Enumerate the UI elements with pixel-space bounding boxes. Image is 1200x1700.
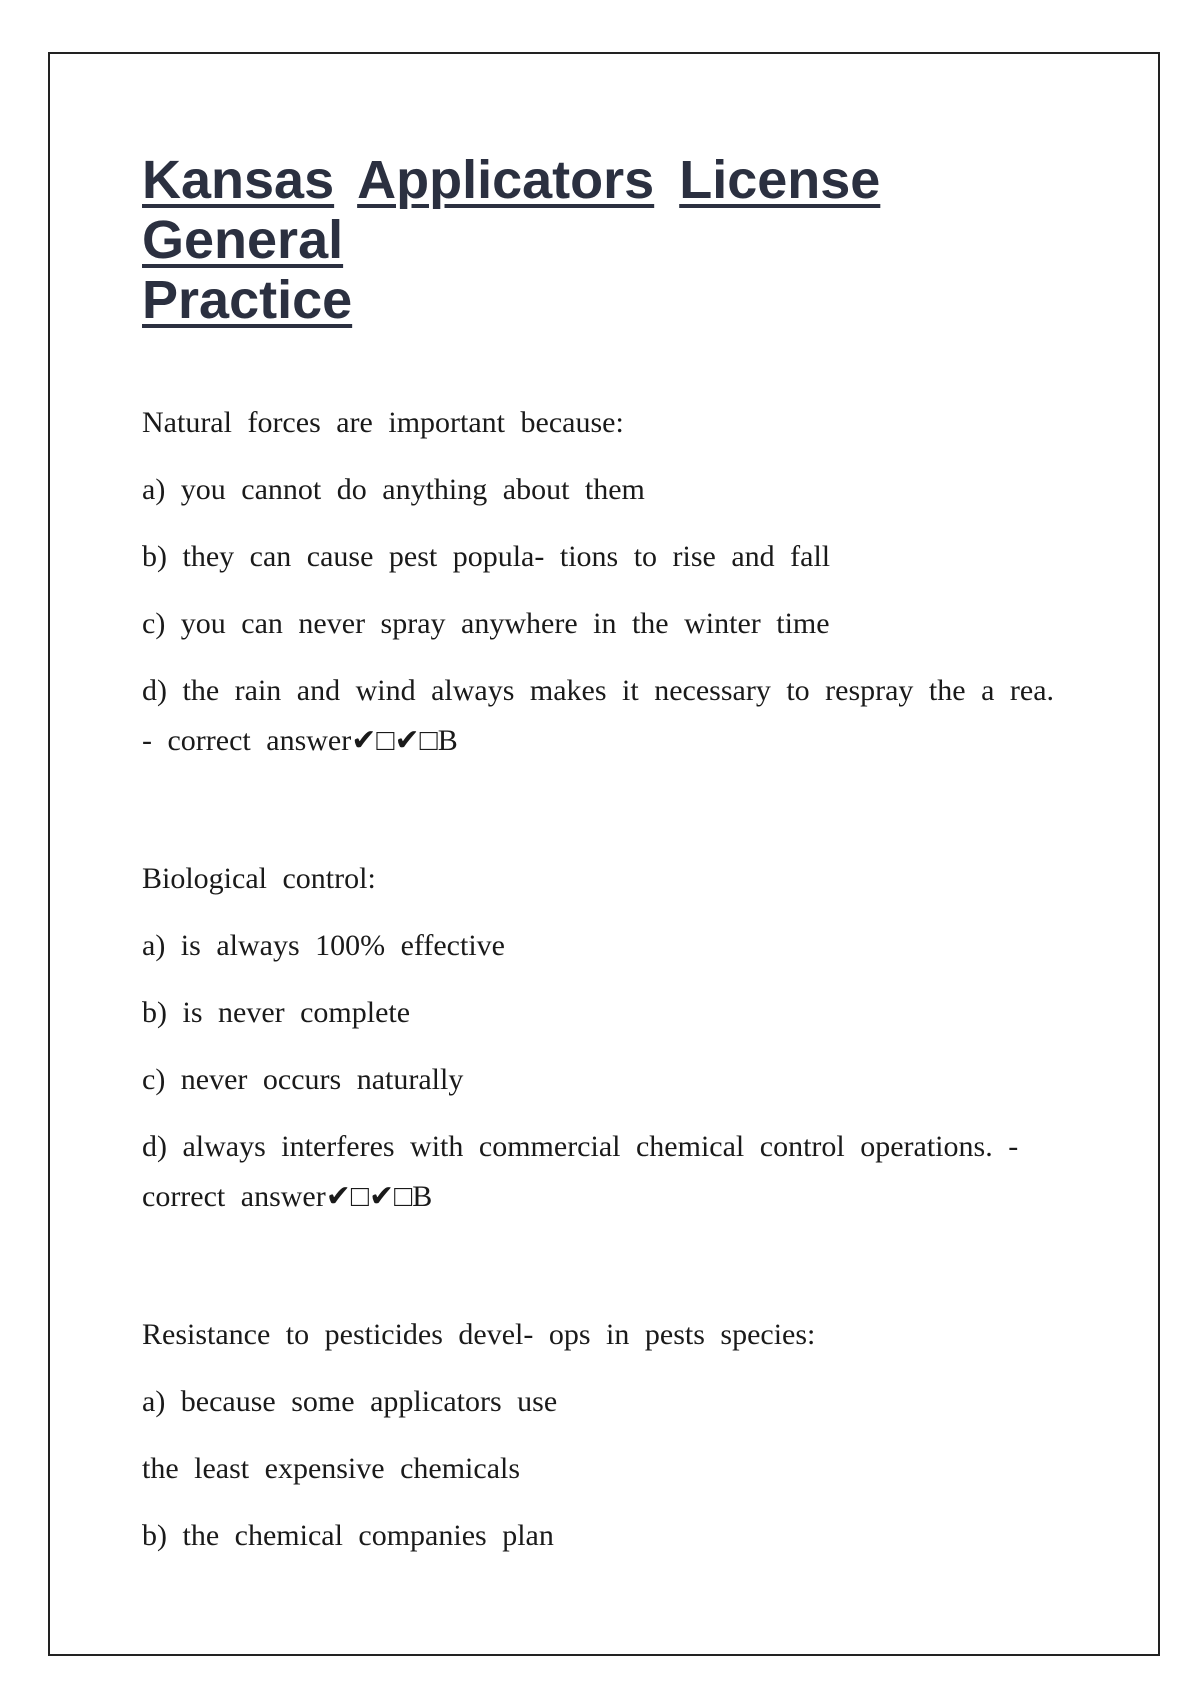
title-word: Applicators: [357, 150, 655, 210]
option-b: b) they can cause pest popula- tions to rise and fall: [142, 540, 831, 573]
question-2: [142, 854, 1062, 1222]
option-c: c) never occurs naturally: [142, 1063, 464, 1096]
option-b: b) the chemical companies plan: [142, 1519, 554, 1552]
option-a: a) you cannot do anything about them: [142, 473, 645, 506]
question-list: [142, 398, 1062, 1561]
document-content: [142, 150, 1062, 1649]
question-stem: Biological control:: [142, 862, 376, 895]
option-d-with-answer: d) the rain and wind always makes it necessary to respray the a rea. - correct answer✔□✔□B: [142, 674, 1055, 757]
question-3: [142, 1310, 1062, 1561]
option-a: a) is always 100% effective: [142, 929, 505, 962]
question-1: [142, 398, 1062, 766]
title-word: Kansas: [142, 150, 335, 210]
option-a: a) because some applicators use: [142, 1385, 558, 1418]
title-word: License: [679, 150, 881, 210]
option-b: b) is never complete: [142, 996, 411, 1029]
option-a-continued: the least expensive chemicals: [142, 1452, 521, 1485]
document-title: [142, 150, 1062, 330]
option-d-with-answer: d) always interferes with commercial chemical control operations. - correct answer✔□✔□B: [142, 1130, 1019, 1213]
title-word: Practice: [142, 270, 353, 330]
question-stem: Natural forces are important because:: [142, 406, 624, 439]
option-c: c) you can never spray anywhere in the winter time: [142, 607, 830, 640]
question-stem: Resistance to pesticides devel- ops in pests species:: [142, 1318, 816, 1351]
title-word: General: [142, 210, 344, 270]
